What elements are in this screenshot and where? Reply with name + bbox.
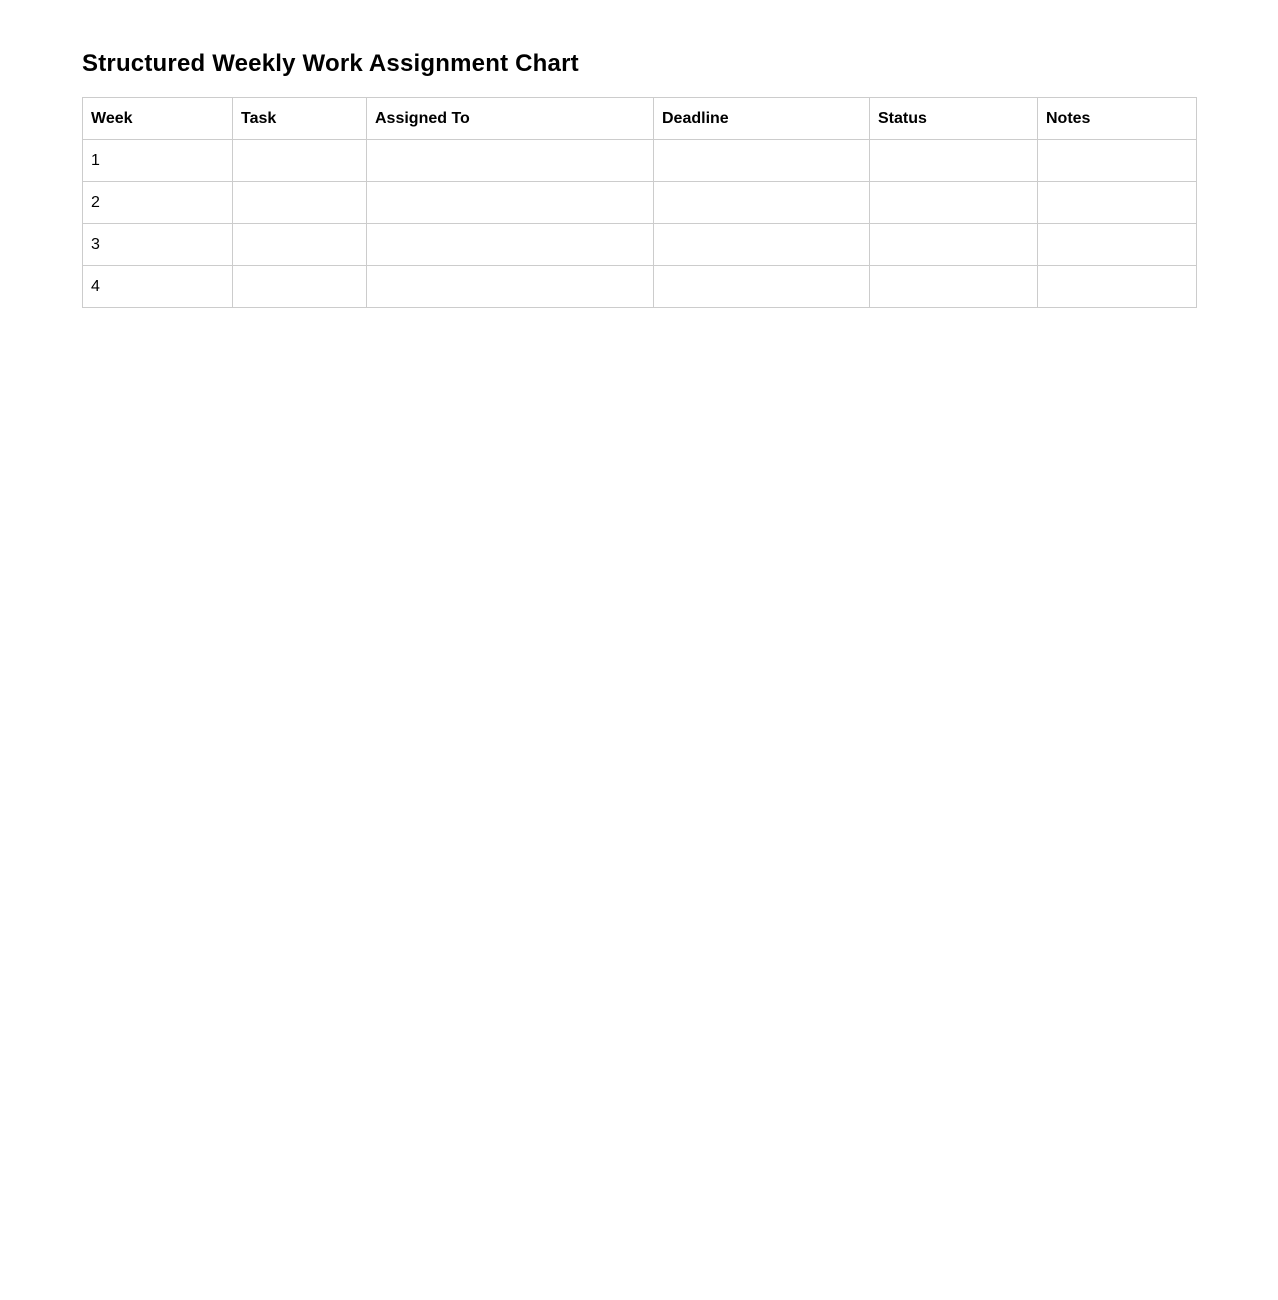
- cell-deadline: [654, 140, 870, 182]
- header-status: Status: [870, 98, 1038, 140]
- cell-task: [233, 140, 367, 182]
- table-row: [83, 266, 1197, 308]
- cell-deadline: [654, 224, 870, 266]
- table-row: [83, 140, 1197, 182]
- cell-notes: [1038, 266, 1197, 308]
- cell-week: 1: [83, 140, 233, 182]
- cell-assigned-to: [367, 224, 654, 266]
- cell-deadline: [654, 266, 870, 308]
- cell-task: [233, 224, 367, 266]
- cell-status: [870, 140, 1038, 182]
- table-header-row: [83, 98, 1197, 140]
- cell-status: [870, 266, 1038, 308]
- cell-status: [870, 224, 1038, 266]
- cell-assigned-to: [367, 266, 654, 308]
- cell-week: 4: [83, 266, 233, 308]
- header-task: Task: [233, 98, 367, 140]
- cell-week: 2: [83, 182, 233, 224]
- cell-notes: [1038, 182, 1197, 224]
- cell-status: [870, 182, 1038, 224]
- cell-assigned-to: [367, 182, 654, 224]
- cell-task: [233, 182, 367, 224]
- cell-assigned-to: [367, 140, 654, 182]
- header-deadline: Deadline: [654, 98, 870, 140]
- cell-deadline: [654, 182, 870, 224]
- cell-week: 3: [83, 224, 233, 266]
- cell-task: [233, 266, 367, 308]
- page-title: Structured Weekly Work Assignment Chart: [82, 50, 579, 77]
- page: [0, 0, 1278, 308]
- work-assignment-table: [82, 97, 1197, 308]
- table-row: [83, 182, 1197, 224]
- header-week: Week: [83, 98, 233, 140]
- header-notes: Notes: [1038, 98, 1197, 140]
- header-assigned-to: Assigned To: [367, 98, 654, 140]
- table-row: [83, 224, 1197, 266]
- cell-notes: [1038, 140, 1197, 182]
- cell-notes: [1038, 224, 1197, 266]
